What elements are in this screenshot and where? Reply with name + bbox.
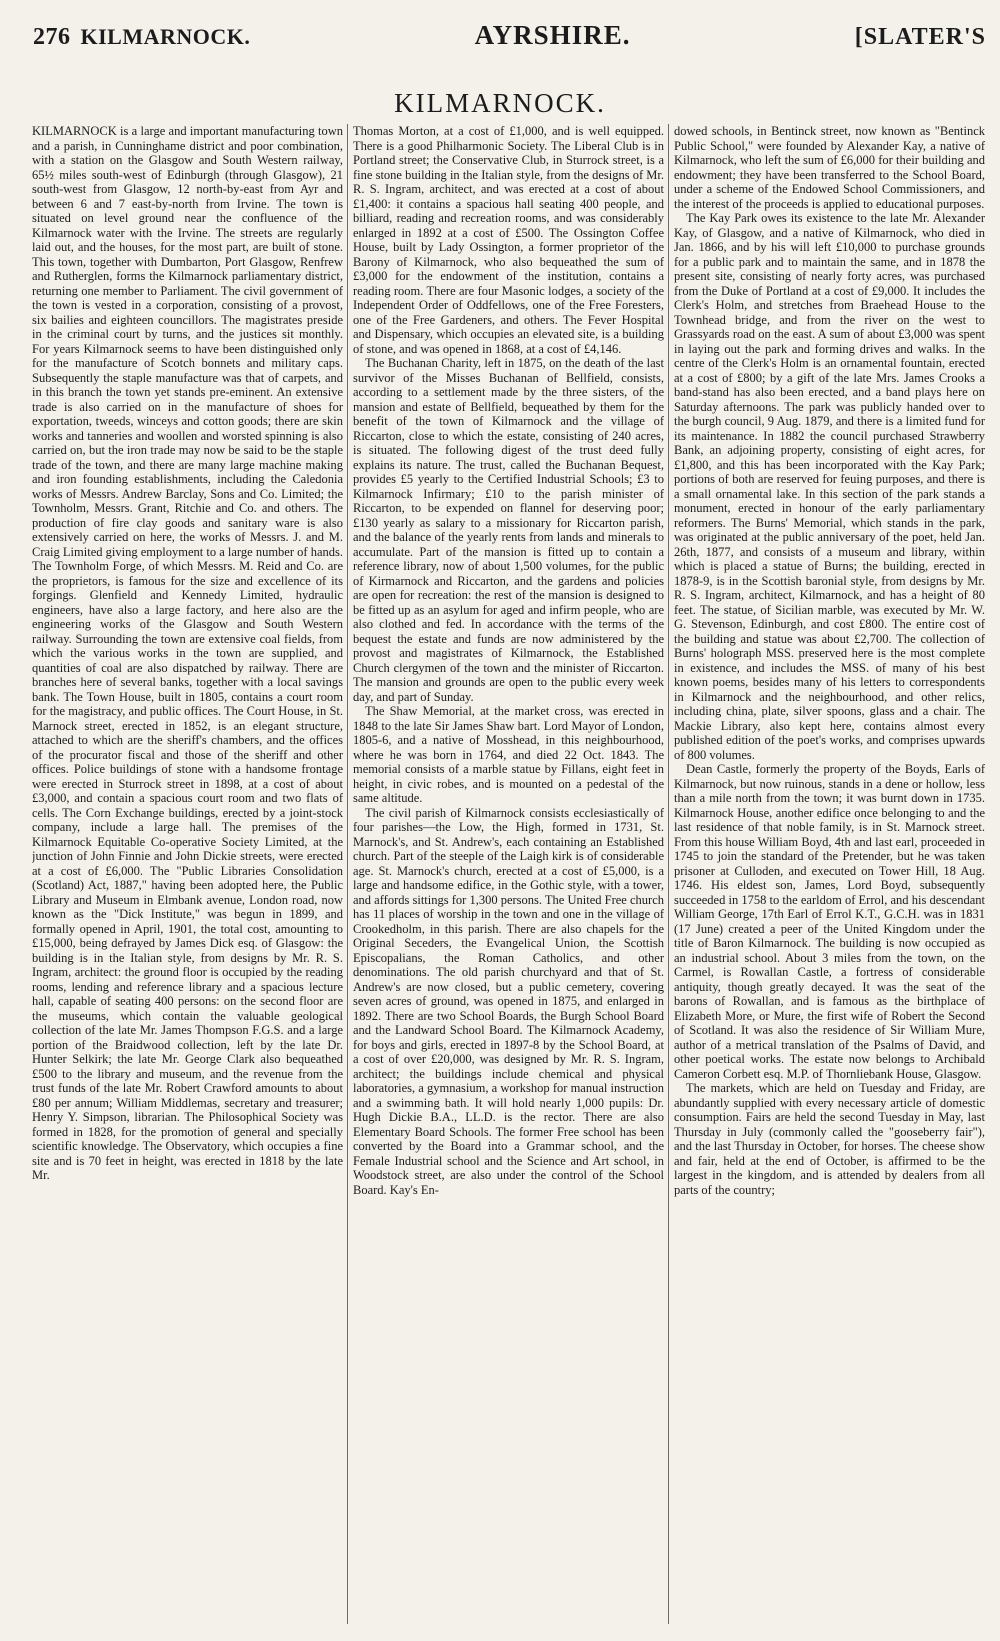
article-title: KILMARNOCK. <box>394 88 606 118</box>
paragraph: KILMARNOCK is a large and important manufacturing town and a parish, in Cunninghame district and poor combination, with a station on the Glasgow and South Western railway, 65½ miles south-west of Edinburgh (through Glasgow), 21 south-west from Glasgow, 12 north-by-east from Ayr and between 6 and 7 east-by-north from Irvine. The town is situated on level ground near the confluence of the Kilmarnock water with the Irvine. The streets are regularly laid out, and the houses, for the most part, are built of stone. This town, together with Dumbarton, Port Glasgow, Renfrew and Rutherglen, forms the Kilmarnock parliamentary district, returning one member to Parliament. The civil government of the town is vested in a corporation, consisting of a provost, six bailies and eighteen councillors. The magistrates preside in the criminal court by turns, and the justices sit monthly. For years Kilmarnock seems to have been distinguished only for the manufacture of Scotch bonnets and military caps. Subsequently the staple manufacture was that of carpets, and in this branch the town yet stands pre-eminent. An extensive trade is also carried on in the manufacture of shoes for exportation, tweeds, winceys and cotton goods; there are skin works and tanneries and woollen and worsted spinning is also carried on, but the iron trade may now be said to be the staple trade of the town, and there are many large machine making and iron founding establishments, including the Caledonia works of Messrs. Andrew Barclay, Sons and Co. Limited; the Townholm, Messrs. Grant, Ritchie and Co. and others. The production of fire clay goods and sanitary ware is also extensively carried on here, the works of Messrs. J. and M. Craig Limited giving employment to a large number of hands. The Townholm Forge, of which Messrs. M. Reid and Co. are the proprietors, is famous for the size and excellence of its forgings. Glenfield and Kennedy Limited, hydraulic engineers, have also a large factory, and here also are the engineering works of the Glasgow and South Western railway. Surrounding the town are extensive coal fields, from which the various works in the town are supplied, and quantities of coal are also dispatched by railway. There are branches here of several banks, together with a local savings bank. The Town House, built in 1805, contains a court room for the magistracy, and public offices. The Court House, in St. Marnock street, erected in 1852, is an elegant structure, attached to which are the sheriff's chambers, and the offices of the procurator fiscal and those of the sheriff and other offices. Police buildings of stone with a handsome frontage were erected in Sturrock street in 1898, at a cost of about £3,000, and contain a spacious court room and two flats of cells. The Corn Exchange buildings, erected by a joint-stock company, include a large hall. The premises of the Kilmarnock Equitable Co-operative Society Limited, at the junction of John Finnie and John Dickie streets, were erected at a cost of £6,000. The "Public Libraries Consolidation (Scotland) Act, 1887," having been adopted here, the Public Library and Museum in Elmbank avenue, London road, now known as the "Dick Institute," was begun in 1899, and formally opened in April, 1901, the total cost, amounting to £15,000, being defrayed by James Dick esq. of Glasgow: the building is in the Italian style, from designs by Mr. R. S. Ingram, architect: the ground floor is occupied by the reading rooms, lending and reference library and a spacious lecture hall, capable of seating 400 persons: on the second floor are the museums, which contain the valuable geological collection of the late Mr. James Thompson F.G.S. and a large portion of the Braidwood collection, left by the late Dr. Hunter Selkirk; the late Mr. George Clark also bequeathed £500 to the library and museum, and the revenue from the trust funds of the late Mr. Robert Crawford amounts to about £80 per annum; William Middlemas, secretary and treasurer; Henry Y. Simpson, librarian. The Philosophical Society was formed in 1828, for the promotion of general and specially scientific knowledge. The Observatory, which occupies a fine site and is 70 feet in height, was erected in 1818 by the late Mr. <box>32 124 343 1182</box>
text-column-3 <box>668 124 985 1624</box>
text-columns <box>32 124 985 1624</box>
paragraph: The markets, which are held on Tuesday and Friday, are abundantly supplied with every necessary article of domestic consumption. Fairs are held the second Tuesday in May, last Thursday in July (commonly called the "gooseberry fair"), and the last Thursday in October, for horses. The cheese show and fair, held at the end of October, is affirmed to be the largest in the kingdom, and is attended by dealers from all parts of the country; <box>674 1081 985 1197</box>
paragraph: The Kay Park owes its existence to the late Mr. Alexander Kay, of Glasgow, and a native of Kilmarnock, who died in Jan. 1866, and by his will left £10,000 to purchase grounds for a public park and to maintain the same, and in 1878 the present site, consisting of nearly forty acres, was purchased from the Duke of Portland at a cost of £9,000. It includes the Clerk's Holm, and stretches from Braehead House to the Townhead bridge, and from the river on the west to Grassyards road on the east. A sum of about £3,000 was spent in laying out the park and forming drives and walks. In the centre of the Clerk's Holm is an ornamental fountain, erected at a cost of £800; by a gift of the late Mrs. James Crooks a band-stand has also been erected, and a band plays here on Saturday afternoons. The park was publicly handed over to the burgh council, 9 Aug. 1879, and there is a limited fund for its maintenance. In 1882 the council purchased Strawberry Bank, an adjoining property, consisting of eight acres, for £1,800, and this has been incorporated with the Kay Park; portions of both are reserved for feuing purposes, and there is a small ornamental lake. In this section of the park stands a monument, erected in honour of the early parliamentary reformers. The Burns' Memorial, which stands in the park, was originated at the public anniversary of the poet, held Jan. 26th, 1877, and consists of a museum and library, within which is placed a statue of Burns; the building, erected in 1878-9, is in the Scottish baronial style, from designs by Mr. R. S. Ingram, architect, Kilmarnock, and has a height of 80 feet. The statue, of Sicilian marble, was executed by Mr. W. G. Stevenson, Edinburgh, and cost £800. The entire cost of the building and statue was about £2,700. The collection of Burns' holograph MSS. preserved here is the most complete in existence, and includes the MSS. of many of his best known poems, besides many of his letters to correspondents in Kilmarnock and the neighbourhood, and other relics, including china, plate, silver spoons, glass and a chair. The Mackie Library, also kept here, contains almost every published edition of the poet's works, and comprises upwards of 800 volumes. <box>674 211 985 762</box>
header-county: AYRSHIRE. <box>474 20 631 50</box>
header-town: KILMARNOCK. <box>80 24 251 49</box>
header-publisher: [SLATER'S <box>854 24 986 50</box>
paragraph: Thomas Morton, at a cost of £1,000, and is well equipped. There is a good Philharmonic Society. The Liberal Club is in Portland street; the Conservative Club, in Sturrock street, is a fine stone building in the Italian style, from the designs of Mr. R. S. Ingram, architect, and was erected at a cost of about £1,400: it contains a spacious hall seating 400 people, and billiard, reading and recreation rooms, and was considerably enlarged in 1892 at a cost of £500. The Ossington Coffee House, built by Lady Ossington, a former proprietor of the Barony of Kilmarnock, who also bequeathed the sum of £3,000 for the endowment of the institution, contains a reading room. There are four Masonic lodges, a society of the Independent Order of Oddfellows, one of the Free Foresters, one of the Free Gardeners, and others. The Fever Hospital and Dispensary, which occupies an elevated site, is a building of stone, and was opened in 1868, at a cost of £4,146. <box>353 124 664 356</box>
text-column-1 <box>32 124 343 1624</box>
header-left <box>33 24 250 51</box>
paragraph: The Buchanan Charity, left in 1875, on the death of the last survivor of the Misses Buchanan of Bellfield, consists, according to a settlement made by the three sisters, of the mansion and estate of Bellfield, bequeathed by them for the benefit of the town of Kilmarnock and the village of Riccarton, close to which the estate, consisting of 240 acres, is situated. The following digest of the trust deed fully explains its nature. The trust, called the Buchanan Bequest, provides £5 yearly to the Certified Industrial Schools; £3 to Kilmarnock Infirmary; £10 to the parish minister of Riccarton, to be expended on flannel for deserving poor; £130 yearly as salary to a missionary for Riccarton parish, and the balance of the yearly rents from lands and minerals to accumulate. Part of the mansion is fitted up to contain a reference library, now of about 1,500 volumes, for the public of Kirmarnock and Riccarton, and the gardens and policies are open for recreation: the rest of the mansion is designed to be fitted up as an asylum for aged and infirm people, who are also clothed and fed. In accordance with the terms of the bequest the estate and funds are now administered by the provost and magistrates of Kilmarnock, the Established Church clergymen of the town and the minister of Riccarton. The mansion and grounds are open to the public every week day, and part of Sunday. <box>353 356 664 704</box>
running-header <box>33 20 986 60</box>
paragraph: Dean Castle, formerly the property of the Boyds, Earls of Kilmarnock, but now ruinous, stands in a dene or hollow, less than a mile north from the town; it was burnt down in 1735. Kilmarnock House, another edifice once belonging to and the last residence of that noble family, is in St. Marnock street. From this house William Boyd, 4th and last earl, proceeded in 1745 to join the standard of the Pretender, but he was taken prisoner at Culloden, and executed on Tower Hill, 18 Aug. 1746. His eldest son, James, Lord Boyd, subsequently succeeded in 1758 to the earldom of Errol, and his descendant William George, 17th Earl of Errol K.T., G.C.H. was in 1831 (17 June) created a peer of the United Kingdom under the title of Baron Kilmarnock. The building is now occupied as an industrial school. About 3 miles from the town, on the Carmel, is Rowallan Castle, a fortress of considerable antiquity, though greatly decayed. It was the seat of the barons of Rowallan, and is famous as the birthplace of Elizabeth More, or Mure, the first wife of Robert the Second of Scotland. It was also the residence of Sir William Mure, author of a metrical translation of the Psalms of David, and other poetical works. The estate now belongs to Archibald Cameron Corbett esq. M.P. of Thornliebank House, Glasgow. <box>674 762 985 1081</box>
paragraph: The civil parish of Kilmarnock consists ecclesiastically of four parishes—the Low, the High, formed in 1731, St. Marnock's, and St. Andrew's, each containing an Established church. Part of the steeple of the Laigh kirk is of considerable age. St. Marnock's church, erected at a cost of £5,000, is a large and handsome edifice, in the Gothic style, with a tower, and affords sittings for 1,300 persons. The United Free church has 11 places of worship in the town and one in the village of Crookedholm, in this parish. There are also chapels for the Original Seceders, the Evangelical Union, the Scottish Episcopalians, the Roman Catholics, and other denominations. The old parish churchyard and that of St. Andrew's are now closed, but a public cemetery, covering seven acres of ground, was opened in 1875, and enlarged in 1892. There are two School Boards, the Burgh School Board and the Landward School Board. The Kilmarnock Academy, for boys and girls, erected in 1897-8 by the School Board, at a cost of over £20,000, was designed by Mr. R. S. Ingram, architect; the buildings include chemical and physical laboratories, a gymnasium, a workshop for manual instruction and a swimming bath. It will hold nearly 1,000 pupils: Dr. Hugh Dickie B.A., LL.D. is the rector. There are also Elementary Board Schools. The former Free school has been converted by the Board into a Grammar school, and the Female Industrial school and the Science and Art school, in Woodstock street, are also under the control of the School Board. Kay's En- <box>353 805 664 1197</box>
paragraph: dowed schools, in Bentinck street, now known as "Bentinck Public School," were founded by Alexander Kay, a native of Kilmarnock, who left the sum of £6,000 for their building and endowment; they have been transferred to the School Board, under a scheme of the Endowed School Commissioners, and the interest of the proceeds is applied to educational purposes. <box>674 124 985 211</box>
page-number: 276 <box>33 24 71 50</box>
text-column-2 <box>347 124 664 1624</box>
paragraph: The Shaw Memorial, at the market cross, was erected in 1848 to the late Sir James Shaw bart. Lord Mayor of London, 1805-6, and a native of Mosshead, in this neighbourhood, where he was born in 1764, and died 22 Oct. 1843. The memorial consists of a marble statue by Fillans, eight feet in height, in civic robes, and is mounted on a pedestal of the same altitude. <box>353 704 664 805</box>
